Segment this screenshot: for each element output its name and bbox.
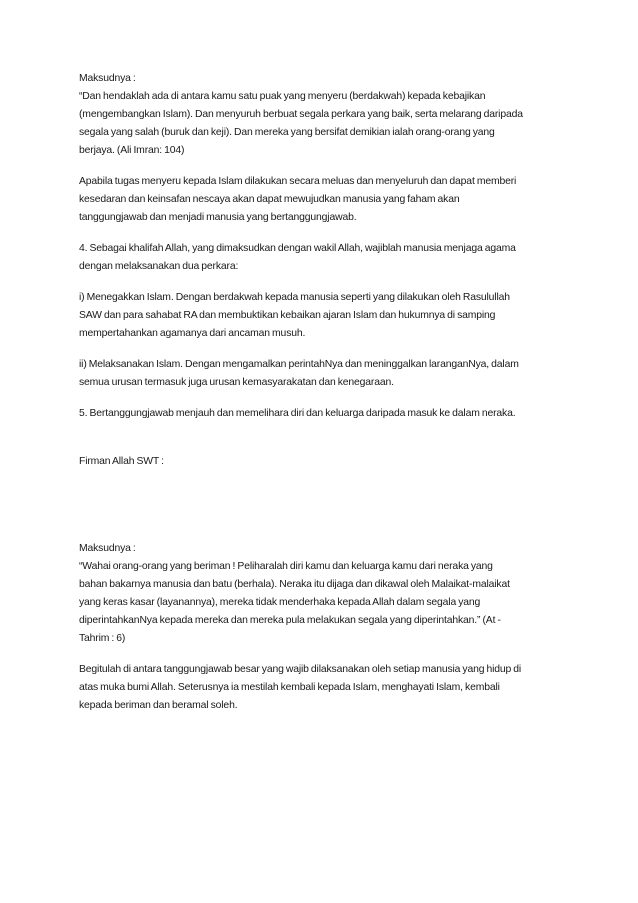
paragraph-maksudnya-ali-imran: Maksudnya : “Dan hendaklah ada di antara kamu satu puak yang menyeru (berdakwah) kepada kebajikan (mengembangkan Islam). Dan menyuruh berbuat segala perkara yang baik, serta melarang daripada segala yang salah (buruk dan keji). Dan mereka yang bersifat demikian ialah orang-orang yang berjaya. (Ali Imran: 104) [79,73,523,156]
paragraph-firman-allah: Firman Allah SWT : [79,456,164,467]
spacer [79,343,565,356]
spacer [79,527,565,540]
spacer [79,648,565,661]
spacer [79,392,565,405]
paragraph-conclusion: Begitulah di antara tanggungjawab besar yang wajib dilaksanakan oleh setiap manusia yang hidup di atas muka bumi Allah. Seterusnya ia mestilah kembali kepada Islam, menghayati Islam, kembali kepada beriman dan beramal soleh. [79,664,522,711]
paragraph-point-4: 4. Sebagai khalifah Allah, yang dimaksudkan dengan wakil Allah, wajiblah manusia menjaga agama dengan melaksanakan dua perkara: [79,243,516,272]
spacer [79,227,565,240]
spacer [79,423,565,453]
paragraph-point-ii: ii) Melaksanakan Islam. Dengan mengamalkan perintahNya dan meninggalkan laranganNya, dalam semua urusan termasuk juga urusan kemasyarakatan dan kenegaraan. [79,359,519,388]
document-body [79,70,565,715]
paragraph-point-5: 5. Bertanggungjawab menjauh dan memelihara diri dan keluarga daripada masuk ke dalam neraka. [79,408,516,419]
spacer [79,160,565,173]
paragraph-maksudnya-at-tahrim: Maksudnya : “Wahai orang-orang yang beriman ! Peliharalah diri kamu dan keluarga kamu dari neraka yang bahan bakarnya manusia dan batu (berhala). Neraka itu dijaga dan dikawal oleh Malaikat-malaikat yang keras kasar (layanannya), mereka tidak menderhaka kepada Allah dalam segala yang diperintahkanNya kepada mereka dan mereka pula melakukan segala yang diperintahkan.” (At - Tahrim : 6) [79,543,510,644]
paragraph-point-i: i) Menegakkan Islam. Dengan berdakwah kepada manusia seperti yang dilakukan oleh Rasulullah SAW dan para sahabat RA dan membuktikan kebaikan ajaran Islam dan hukumnya di samping mempertahankan agamanya dari ancaman musuh. [79,292,510,339]
spacer [79,471,565,527]
spacer [79,276,565,289]
paragraph-tugas-menyeru: Apabila tugas menyeru kepada Islam dilakukan secara meluas dan menyeluruh dan dapat memberi kesedaran dan keinsafan nescaya akan dapat mewujudkan manusia yang faham akan tanggungjawab dan menjadi manusia yang bertanggungjawab. [79,176,517,223]
